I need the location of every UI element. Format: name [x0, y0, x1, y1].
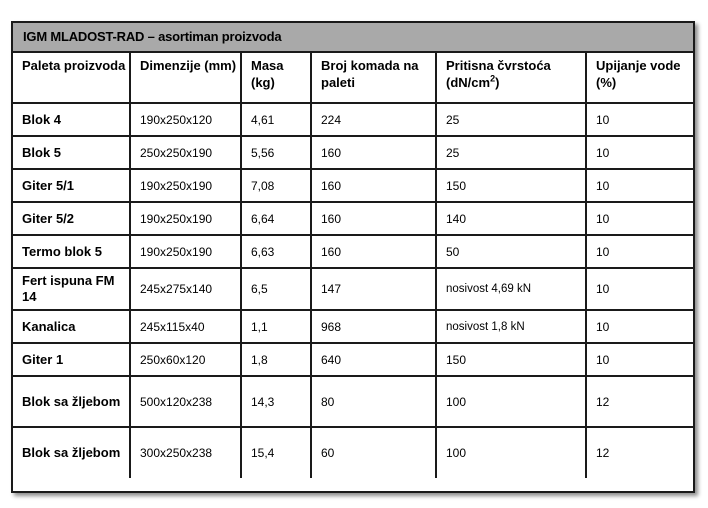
cell-product-name: Termo blok 5 [13, 235, 130, 268]
cell-strength: 50 [436, 235, 586, 268]
cell-dimensions: 245x115x40 [130, 310, 241, 343]
table-row [13, 169, 693, 202]
table-row [13, 268, 693, 310]
cell-strength: nosivost 4,69 kN [436, 268, 586, 310]
header-product: Paleta proizvoda [13, 53, 130, 103]
cell-product-name: Giter 1 [13, 343, 130, 376]
table-title: IGM MLADOST-RAD – asortiman proizvoda [13, 23, 693, 53]
cell-water-absorption: 10 [586, 202, 693, 235]
cell-product-name: Blok 4 [13, 103, 130, 136]
cell-product-name: Kanalica [13, 310, 130, 343]
table-row [13, 235, 693, 268]
cell-mass: 6,63 [241, 235, 311, 268]
cell-mass: 5,56 [241, 136, 311, 169]
table-row [13, 136, 693, 169]
cell-mass: 1,8 [241, 343, 311, 376]
cell-strength: 150 [436, 343, 586, 376]
cell-water-absorption: 10 [586, 169, 693, 202]
cell-mass: 6,64 [241, 202, 311, 235]
cell-dimensions: 250x250x190 [130, 136, 241, 169]
cell-pieces: 60 [311, 427, 436, 478]
cell-pieces: 968 [311, 310, 436, 343]
cell-water-absorption: 10 [586, 103, 693, 136]
cell-dimensions: 250x60x120 [130, 343, 241, 376]
header-dimensions: Dimenzije (mm) [130, 53, 241, 103]
cell-pieces: 640 [311, 343, 436, 376]
cell-water-absorption: 10 [586, 343, 693, 376]
cell-dimensions: 190x250x190 [130, 169, 241, 202]
cell-strength: 100 [436, 376, 586, 427]
table-row [13, 427, 693, 478]
table-row [13, 310, 693, 343]
cell-dimensions: 190x250x190 [130, 235, 241, 268]
cell-dimensions: 190x250x190 [130, 202, 241, 235]
cell-product-name: Fert ispuna FM 14 [13, 268, 130, 310]
cell-strength: 140 [436, 202, 586, 235]
product-table-frame [11, 21, 695, 493]
cell-mass: 15,4 [241, 427, 311, 478]
header-water-absorption: Upijanje vode (%) [586, 53, 693, 103]
cell-product-name: Blok 5 [13, 136, 130, 169]
cell-mass: 1,1 [241, 310, 311, 343]
cell-mass: 7,08 [241, 169, 311, 202]
cell-water-absorption: 10 [586, 268, 693, 310]
header-strength-close: ) [495, 75, 500, 90]
cell-strength: 25 [436, 136, 586, 169]
cell-product-name: Blok sa žljebom [13, 376, 130, 427]
cell-dimensions: 245x275x140 [130, 268, 241, 310]
product-table [13, 53, 693, 478]
header-mass: Masa (kg) [241, 53, 311, 103]
cell-pieces: 160 [311, 136, 436, 169]
header-row [13, 53, 693, 103]
cell-mass: 4,61 [241, 103, 311, 136]
cell-mass: 6,5 [241, 268, 311, 310]
header-strength-exponent: 2 [490, 73, 496, 84]
cell-strength: 25 [436, 103, 586, 136]
cell-water-absorption: 10 [586, 310, 693, 343]
header-compressive-strength [436, 53, 586, 103]
cell-pieces: 160 [311, 202, 436, 235]
header-strength-unit: (dN/cm [446, 75, 491, 90]
cell-dimensions: 190x250x120 [130, 103, 241, 136]
cell-strength: nosivost 1,8 kN [436, 310, 586, 343]
cell-water-absorption: 12 [586, 376, 693, 427]
cell-water-absorption: 10 [586, 235, 693, 268]
table-row [13, 202, 693, 235]
cell-pieces: 224 [311, 103, 436, 136]
table-row [13, 103, 693, 136]
cell-mass: 14,3 [241, 376, 311, 427]
cell-product-name: Giter 5/2 [13, 202, 130, 235]
cell-dimensions: 300x250x238 [130, 427, 241, 478]
cell-strength: 150 [436, 169, 586, 202]
cell-dimensions: 500x120x238 [130, 376, 241, 427]
cell-pieces: 147 [311, 268, 436, 310]
cell-pieces: 160 [311, 169, 436, 202]
table-row [13, 376, 693, 427]
table-row [13, 343, 693, 376]
cell-pieces: 160 [311, 235, 436, 268]
header-strength-label: Pritisna čvrstoća [446, 58, 551, 73]
cell-strength: 100 [436, 427, 586, 478]
cell-product-name: Blok sa žljebom [13, 427, 130, 478]
cell-product-name: Giter 5/1 [13, 169, 130, 202]
cell-water-absorption: 10 [586, 136, 693, 169]
cell-pieces: 80 [311, 376, 436, 427]
header-pieces-per-pallet: Broj komada na paleti [311, 53, 436, 103]
cell-water-absorption: 12 [586, 427, 693, 478]
